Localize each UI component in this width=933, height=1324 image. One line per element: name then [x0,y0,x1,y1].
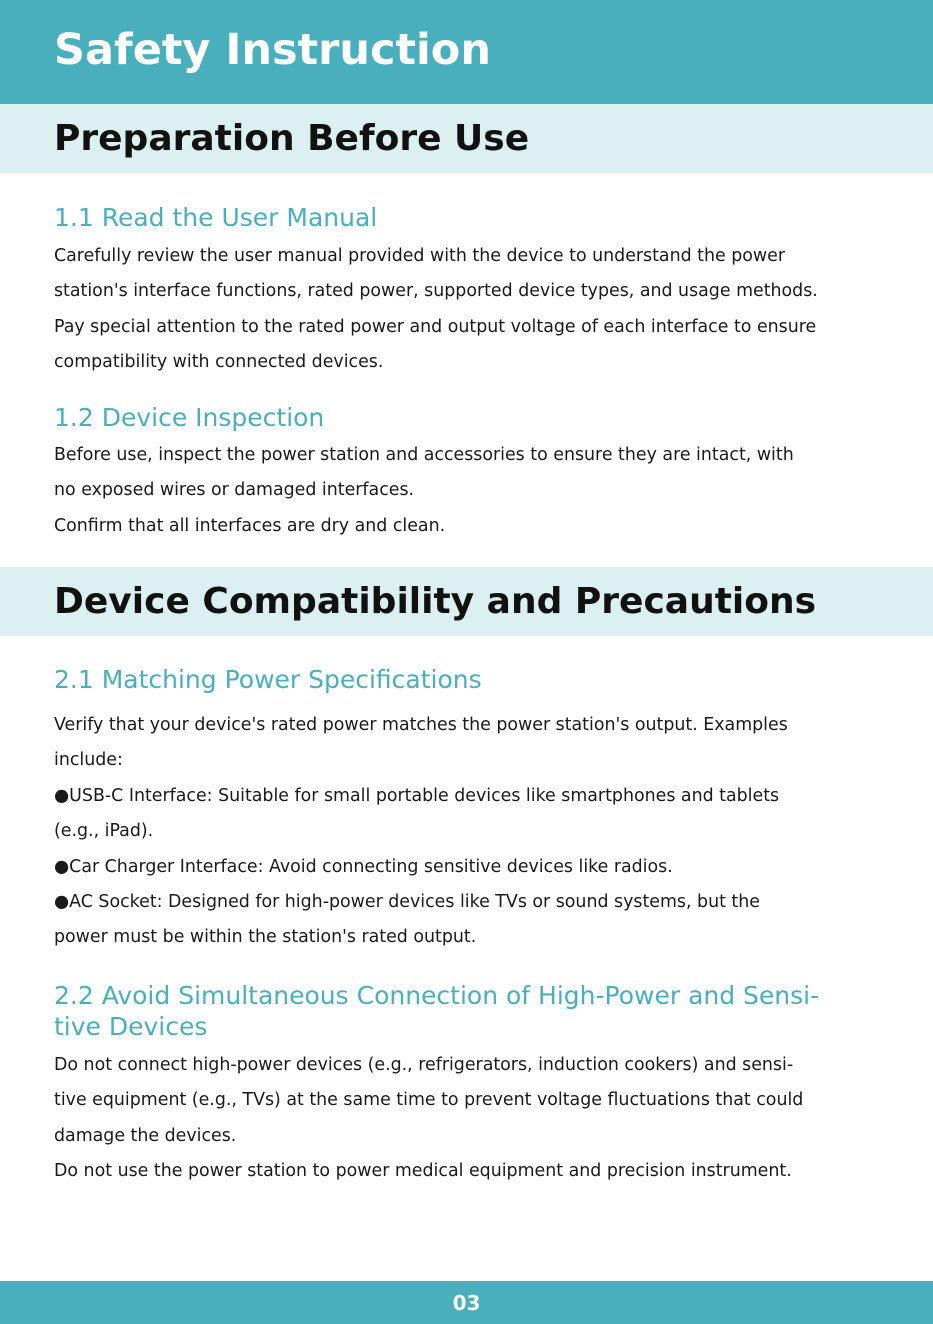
section-title-preparation: Preparation Before Use [54,118,530,159]
paragraph-matching-power: Verify that your device's rated power matches the power station's output. Examples include: ●USB-C Interface: Suitable for small portable devices like smartphones and tablets (e.g., iPad). ●Car Charger Interface: Avoid connecting sensitive devices like radios. ●AC Socket: Designed for high-power devices like TVs or sound systems, but the power must be within the station's rated output. [54,715,788,948]
page-title: Safety Instruction [54,25,491,75]
page-number: 03 [452,1291,481,1315]
paragraph-read-user-manual: Carefully review the user manual provided with the device to understand the power station's interface functions, rated power, supported device types, and usage methods. Pay special attention to the rated power and output voltage of each interface to ensure compatibility with connected devices. [54,246,818,373]
subheading-read-user-manual: 1.1 Read the User Manual [54,203,378,232]
section-title-compatibility: Device Compatibility and Precautions [54,581,817,622]
subheading-device-inspection: 1.2 Device Inspection [54,403,325,432]
subheading-matching-power: 2.1 Matching Power Specifications [54,665,482,694]
paragraph-avoid-simultaneous: Do not connect high-power devices (e.g., refrigerators, induction cookers) and sensi- tive equipment (e.g., TVs) at the same time to prevent voltage fluctuations that could damage the devices. Do not use the power station to power medical equipment and precision instrument. [54,1055,804,1182]
header-band [0,0,933,104]
paragraph-device-inspection: Before use, inspect the power station and accessories to ensure they are intact, with no exposed wires or damaged interfaces. Confirm that all interfaces are dry and clean. [54,445,794,536]
subheading-avoid-simultaneous: 2.2 Avoid Simultaneous Connection of High-Power and Sensi- tive Devices [54,981,820,1041]
